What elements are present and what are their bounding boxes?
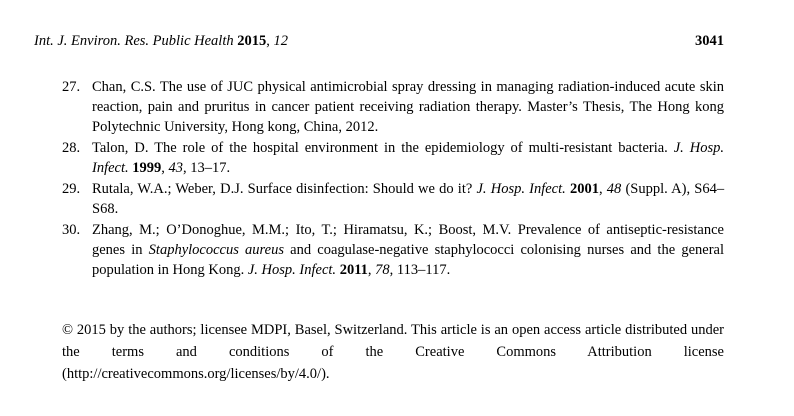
reference-authors: Zhang, M.; O’Donoghue, M.M.; Ito, T.; Hiramatsu, K.; Boost, M.V. [92, 222, 512, 238]
reference-list [34, 77, 724, 281]
reference-pages: 13–17. [190, 160, 231, 176]
reference-number: 27. [62, 79, 81, 95]
reference-title-end: and coagulase-negative staphylococci colonising nurses and the general population in Hong Kong. [92, 242, 724, 278]
reference-text: Zhang, M.; O’Donoghue, M.M.; Ito, T.; Hiramatsu, K.; Boost, M.V. Prevalence of antiseptic-resistance genes in Staphylococcus aureus and coagulase-negative staphylococci colonising nurses and the general population in Hong Kong. J. Hosp. Infect. 2011, 78, 113–117. [92, 222, 724, 278]
reference-journal: J. Hosp. Infect. [247, 262, 337, 278]
reference-number: 28. [62, 140, 81, 156]
reference-species: Staphylococcus aureus [148, 242, 284, 258]
reference-supplement: (Suppl. A), [625, 181, 691, 197]
reference-year: 1999 [132, 160, 162, 176]
license-statement: © 2015 by the authors; licensee MDPI, Basel, Switzerland. This article is an open access article distributed under the terms and conditions of the Creative Commons Attribution license (http://creativecommons.org/licenses/by/4.0/). [62, 322, 724, 382]
reference-volume: 78 [375, 262, 390, 278]
reference-number: 30. [62, 222, 81, 238]
journal-year: 2015 [237, 33, 267, 49]
journal-name: Int. J. Environ. Res. Public Health [34, 33, 234, 49]
reference-volume: 43 [168, 160, 184, 176]
reference-text [92, 77, 724, 137]
reference-title: The role of the hospital environment in the epidemiology of multi-resistant bacteria. [154, 140, 668, 156]
journal-citation: Int. J. Environ. Res. Public Health 2015, 12 [34, 33, 288, 49]
reference-item [34, 77, 724, 137]
reference-text: Rutala, W.A.; Weber, D.J. Surface disinfection: Should we do it? J. Hosp. Infect. 2001, 48 (Suppl. A), S64–S68. [92, 181, 725, 217]
reference-text: Talon, D. The role of the hospital environment in the epidemiology of multi-resistant bacteria. J. Hosp. Infect. 1999, 43, 13–17. [92, 140, 725, 176]
reference-title-start: Prevalence of antiseptic-resistance genes in [92, 222, 724, 258]
reference-authors: Chan, C.S. [92, 79, 156, 95]
reference-pages: 113–117. [396, 262, 451, 278]
page-number: 3041 [695, 33, 724, 49]
reference-item [34, 220, 724, 280]
reference-year: 2011 [339, 262, 368, 278]
reference-title: The use of JUC physical antimicrobial spray dressing in managing radiation-induced acute skin reaction, pain and pruritus in cancer patient receiving radiation therapy. Master’s Thesis, The Hong kong Polytechnic University, Hong kong, China, 2012. [92, 79, 724, 135]
journal-volume: 12 [273, 33, 288, 49]
reference-authors: Rutala, W.A.; Weber, D.J. [92, 181, 244, 197]
reference-pages: S64–S68. [92, 181, 725, 217]
reference-title: Surface disinfection: Should we do it? [247, 181, 473, 197]
reference-volume: 48 [606, 181, 622, 197]
reference-item [34, 138, 724, 178]
reference-number: 29. [62, 181, 81, 197]
reference-authors: Talon, D. [92, 140, 149, 156]
reference-journal: J. Hosp. Infect. [92, 140, 725, 176]
reference-item [34, 179, 724, 219]
reference-year: 2001 [569, 181, 599, 197]
running-header [34, 31, 724, 51]
reference-journal: J. Hosp. Infect. [476, 181, 566, 197]
